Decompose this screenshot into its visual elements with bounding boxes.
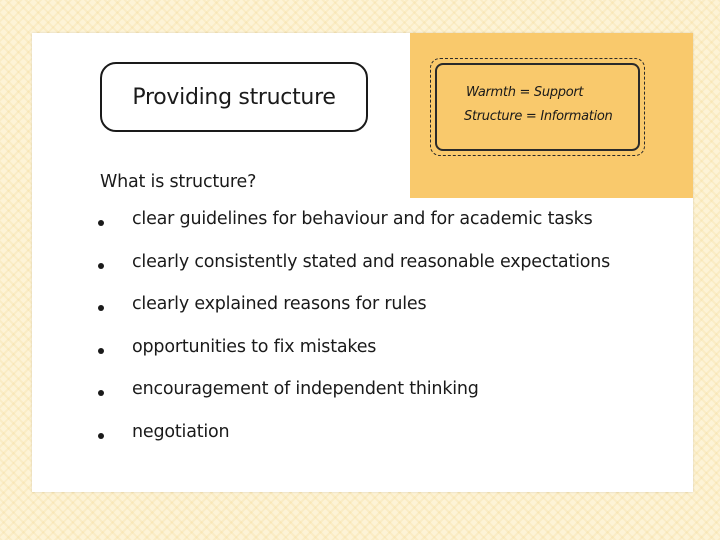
bullet-text: clear guidelines for behaviour and for academic tasks — [132, 209, 593, 229]
slide-image — [32, 33, 693, 492]
bullet-text: clearly explained reasons for rules — [132, 294, 427, 315]
bullet-text: encouragement of independent thinking — [132, 379, 479, 400]
bullet-dot — [98, 263, 104, 269]
bullet-dot — [98, 305, 104, 311]
bullet-text: clearly consistently stated and reasonable expectations — [132, 251, 611, 272]
bullet-text: opportunities to fix mistakes — [132, 336, 377, 357]
title-box — [100, 62, 368, 132]
callout-panel — [410, 33, 693, 198]
callout-structure-line: Structure = Information — [464, 109, 613, 124]
callout-inner-frame — [435, 63, 640, 151]
bullet-text: negotiation — [132, 421, 230, 442]
slide-title: Providing structure — [132, 84, 336, 110]
bullet-dot — [98, 220, 104, 226]
bullet-dot — [98, 390, 104, 396]
callout-box — [430, 58, 645, 156]
bullet-dot — [98, 433, 104, 439]
bullet-dot — [98, 348, 104, 354]
callout-warmth-line: Warmth = Support — [466, 85, 584, 100]
question-heading: What is structure? — [100, 172, 257, 192]
